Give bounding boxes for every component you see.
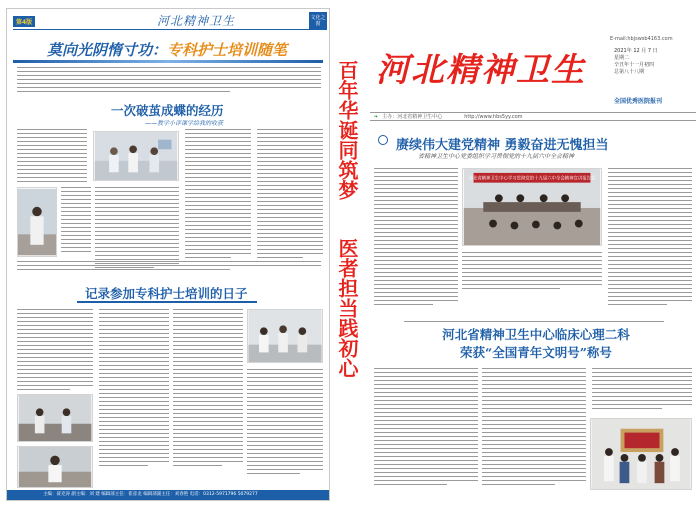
article1-column-3: [257, 129, 323, 261]
second-column-3: [592, 368, 692, 412]
left-page-masthead: 河北精神卫生: [157, 14, 236, 28]
second-headline-line1: 河北省精神卫生中心临床心理二科: [442, 327, 630, 342]
article1-end: [17, 261, 321, 273]
feature-title: [47, 39, 287, 60]
second-column-1: [374, 368, 478, 488]
second-headline-line2: 荣获“全国青年文明号”称号: [460, 345, 612, 360]
left-page-header: [7, 9, 330, 31]
lead-headline: 赓续伟大建党精神 勇毅奋进无愧担当: [396, 138, 609, 153]
slogan-left: 百年华诞同筑梦: [335, 60, 359, 200]
left-newspaper-page: [6, 8, 330, 501]
lead-subheadline: 省精神卫生中心党委组织学习贯彻党的十九届六中全会精神: [418, 153, 575, 160]
nurse-photo: [17, 446, 93, 488]
issue-date: 2021年 12 月 7 日: [614, 48, 658, 54]
publisher-name: 主办：河北省精神卫生中心: [382, 114, 443, 120]
section-tag: 文化之窗: [309, 12, 327, 30]
lead-column-2: [462, 252, 602, 292]
leaf-icon: ❧: [374, 114, 379, 120]
lunar-date: 辛丑年十一月初四: [614, 62, 655, 68]
headline-bullet-icon: [378, 135, 388, 145]
photo-caption: 河北省精神卫生中心学习贯彻党的十九届六中全会精神宣讲报告会: [468, 176, 596, 182]
right-newspaper-page: [370, 8, 696, 501]
article2-column-1: [17, 309, 93, 393]
meeting-photo: [462, 168, 602, 246]
article2-column-2: [99, 309, 169, 469]
header-rule: [13, 29, 313, 30]
article2-column-3: [173, 309, 243, 469]
article1-subtitle: ——教学小评课学给我的收获: [145, 120, 224, 127]
left-page-footer: 主编：聂克涛 副主编：刘 建 编辑部主任：崔彦龙 编辑部副主任：刘春艳 电话：0312-5971796 5079277: [7, 490, 330, 500]
issue-info: [614, 48, 658, 76]
award-subtitle: 全国优秀医院报刊: [614, 98, 663, 105]
contact-email: E-mail:hbjswsb4163.com: [610, 36, 673, 42]
lecture-photo: [17, 394, 93, 442]
article1-column-2: [185, 129, 251, 261]
publisher-bar: [370, 112, 696, 121]
lead-column-3: [608, 168, 692, 308]
page-number: 第4版: [13, 16, 35, 27]
intro-paragraph: [17, 67, 321, 95]
article2-title: 记录参加专科护士培训的日子: [85, 286, 248, 301]
article1-column-1b: [61, 187, 91, 255]
slogan-right: 医者担当践初心: [335, 238, 359, 378]
feature-title-prefix: 莫向光阴惰寸功：: [47, 41, 168, 59]
section-divider: [404, 321, 664, 322]
article2-column-4: [247, 369, 323, 477]
feature-banner: [13, 39, 323, 69]
publisher-url: http://www.hbs5yy.com: [464, 114, 523, 120]
article1-column-1c: [95, 187, 179, 271]
corridor-photo: [17, 187, 57, 257]
second-headline: [406, 326, 666, 362]
issue-weekday: 星期二: [614, 55, 630, 61]
lead-column-1: [374, 168, 458, 308]
article1-column-1: [17, 129, 87, 185]
second-column-2: [482, 368, 586, 488]
ward-photo: [93, 131, 179, 181]
article1-title: 一次破茧成蝶的经历: [111, 103, 224, 118]
classroom-photo: [247, 309, 323, 363]
issue-number: 总第八十八期: [614, 69, 645, 75]
newspaper-masthead: 河北精神卫生: [376, 50, 586, 89]
banner-underline: [13, 60, 323, 63]
feature-title-main: 专科护士培训随笔: [167, 41, 288, 59]
article2-underline: [77, 301, 257, 303]
award-group-photo: [590, 418, 692, 490]
